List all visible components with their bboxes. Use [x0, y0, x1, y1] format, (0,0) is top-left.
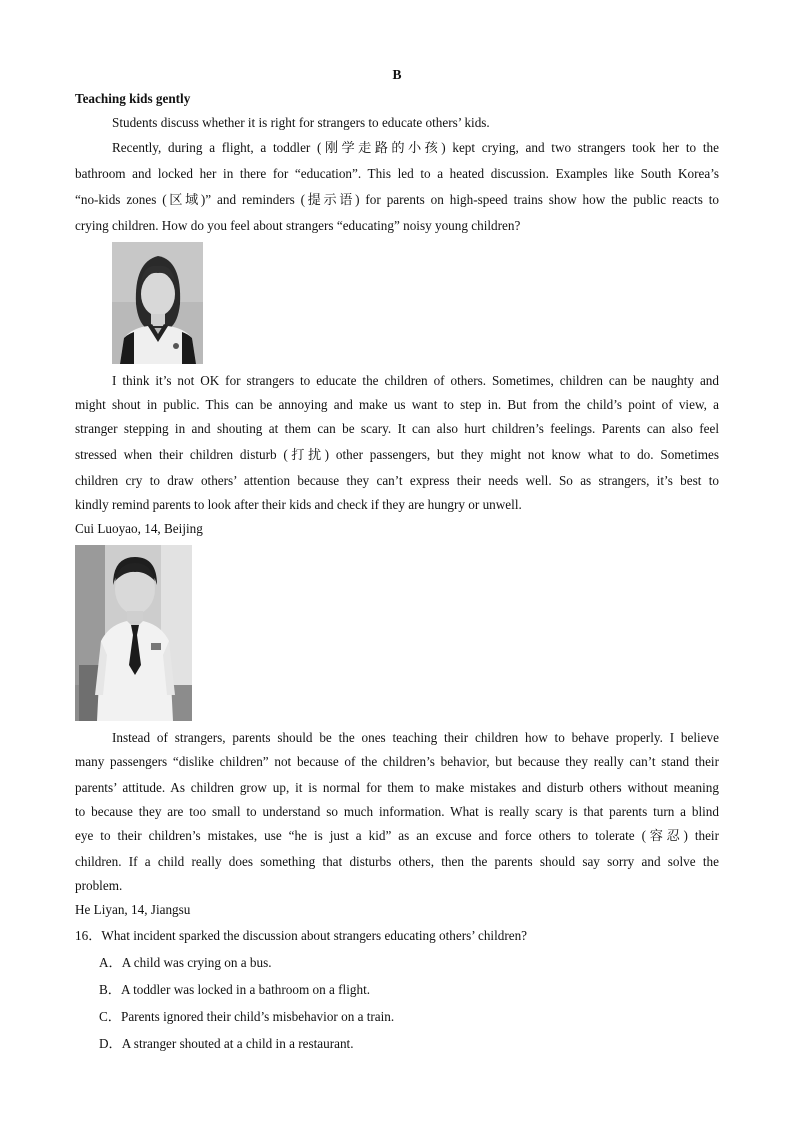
option-text: A toddler was locked in a bathroom on a flight.	[120, 982, 371, 997]
option-text: A stranger shouted at a child in a restaurant.	[121, 1036, 354, 1051]
section-label: B	[392, 67, 402, 82]
option-letter: A．	[99, 955, 122, 970]
option-letter: B．	[99, 982, 121, 997]
option-b[interactable]	[99, 981, 719, 999]
background-line: Recently, during a flight, a toddler (刚学走路的小孩) kept crying, and two strangers took her to the	[112, 140, 719, 155]
opinion2-line: parents’ attitude. As children grow up, it is normal for them to make mistakes and disturb others without meaning	[75, 780, 719, 795]
background-line: “no-kids zones (区域)” and reminders (提示语) for parents on high-speed trains show how the public reacts to	[75, 192, 719, 207]
option-c[interactable]	[99, 1008, 719, 1026]
author-byline: Cui Luoyao, 14, Beijing	[75, 521, 203, 536]
option-d[interactable]	[99, 1035, 719, 1053]
opinion2-line: problem.	[75, 878, 123, 893]
background-line: bathroom and locked her in there for “education”. This led to a heated discussion. Examples like South Korea’s	[75, 166, 719, 181]
question-16	[75, 927, 719, 945]
background-line: crying children. How do you feel about strangers “educating” noisy young children?	[75, 218, 521, 233]
opinion1-line: might shout in public. This can be annoying and make us want to step in. But from the child’s point of view, a	[75, 397, 719, 412]
option-a[interactable]	[99, 954, 719, 972]
article-title: Teaching kids gently	[75, 91, 191, 106]
opinion1-line: stressed when their children disturb (打扰) other passengers, but they might not know what to do. Sometimes	[75, 447, 719, 462]
option-text: Parents ignored their child’s misbehavior on a train.	[120, 1009, 395, 1024]
opinion2-line: eye to their children’s mistakes, use “he is just a kid” as an excuse and force others to tolerate (容忍) their	[75, 828, 719, 843]
question-text: What incident sparked the discussion about strangers educating others’ children?	[101, 928, 528, 943]
opinion2-line: children. If a child really does something that disturbs others, then the parents should say sorry and solve the	[75, 854, 719, 869]
question-number: 16．	[75, 928, 102, 943]
option-text: A child was crying on a bus.	[121, 955, 272, 970]
opinion1-line: children cry to draw others’ attention because they can’t express their needs well. So as strangers, it’s best to	[75, 473, 719, 488]
intro-line: Students discuss whether it is right for strangers to educate others’ kids.	[112, 115, 490, 130]
opinion1-line: stranger stepping in and shouting at them can be scary. It can also hurt children’s feelings. Parents can also feel	[75, 421, 719, 436]
opinion1-line: kindly remind parents to look after their kids and check if they are hungry or unwell.	[75, 497, 522, 512]
opinion2-line: Instead of strangers, parents should be the ones teaching their children how to behave properly. I believe	[112, 730, 719, 745]
opinion1-line: I think it’s not OK for strangers to educate the children of others. Sometimes, children can be naughty and	[112, 373, 719, 388]
student-photo-boy	[75, 545, 192, 721]
option-letter: D．	[99, 1036, 122, 1051]
opinion2-line: many passengers “dislike children” not because of the children’s behavior, but because they really can’t stand their	[75, 754, 719, 769]
opinion2-line: to because they are too small to understand so much information. What is really scary is that parents turn a blind	[75, 804, 719, 819]
author-byline: He Liyan, 14, Jiangsu	[75, 902, 191, 917]
option-letter: C．	[99, 1009, 121, 1024]
student-photo-girl	[112, 242, 203, 364]
